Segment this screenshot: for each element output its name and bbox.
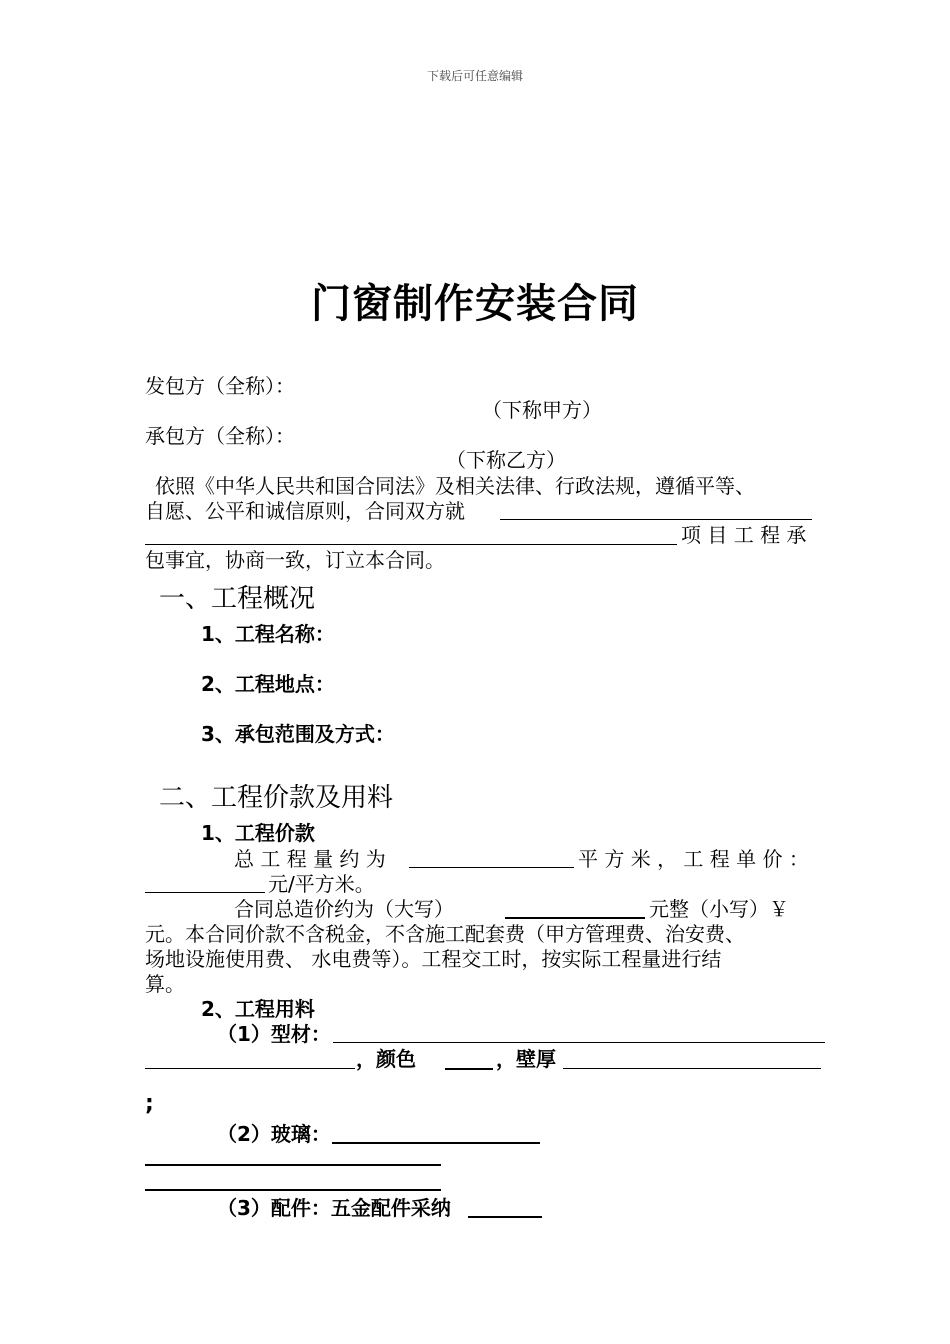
project-name-blank-2: [145, 544, 677, 545]
section-2-heading: 二、工程价款及用料: [159, 783, 394, 813]
project-name-label: 1、工程名称：: [201, 622, 335, 646]
glass-blank-3: [145, 1189, 441, 1191]
glass-blank-2: [145, 1164, 441, 1166]
fittings-blank: [468, 1216, 542, 1218]
contract-title: 门窗制作安装合同: [311, 281, 639, 327]
total-price-mid: 元整（小写）￥: [649, 897, 789, 921]
price-terms-line-4: 算。: [145, 972, 185, 996]
thickness-blank: [563, 1068, 821, 1069]
contractor-alias: （下称乙方）: [446, 448, 566, 472]
contract-scope-label: 3、承包范围及方式：: [201, 722, 395, 746]
total-area-text: 总 工 程 量 约 为: [234, 847, 386, 871]
unit-price-suffix: 元/平方米。: [268, 872, 375, 896]
contractor-label: 承包方（全称）：: [145, 424, 295, 448]
color-label: ，颜色: [356, 1047, 416, 1071]
preamble-line-4: 包事宜，协商一致，订立本合同。: [145, 548, 445, 572]
materials-subheading: 2、工程用料: [201, 997, 315, 1021]
fittings-label: （3）配件：五金配件采纳: [217, 1196, 451, 1220]
price-terms-line-2: 元。本合同价款不含税金，不含施工配套费（甲方管理费、治安费、: [145, 922, 745, 946]
thickness-label: ，壁厚: [496, 1047, 556, 1071]
glass-label: （2）玻璃：: [217, 1122, 331, 1146]
project-name-blank-1: [500, 519, 812, 520]
page-header-note: 下载后可任意编辑: [426, 69, 523, 83]
total-area-blank: [409, 867, 574, 868]
project-location-label: 2、工程地点：: [201, 672, 335, 696]
profile-semicolon: ;: [145, 1091, 154, 1116]
client-label: 发包方（全称）：: [145, 374, 295, 398]
price-subheading: 1、工程价款: [201, 821, 315, 845]
total-price-words-blank: [505, 917, 645, 919]
profile-blank-2: [145, 1068, 355, 1069]
price-terms-line-3: 场地设施使用费、 水电费等）。工程交工时，按实际工程量进行结: [145, 947, 722, 971]
glass-blank-1: [332, 1142, 540, 1144]
preamble-line-3-tail: 项 目 工 程 承: [681, 523, 807, 547]
total-price-label: 合同总造价约为（大写）: [234, 897, 454, 921]
section-1-heading: 一、工程概况: [159, 584, 316, 614]
preamble-line-1: 依照《中华人民共和国合同法》及相关法律、行政法规，遵循平等、: [155, 474, 755, 498]
profile-label: （1）型材：: [217, 1022, 331, 1046]
profile-blank-1: [333, 1042, 825, 1043]
unit-price-blank: [145, 892, 265, 893]
client-alias: （下称甲方）: [482, 398, 602, 422]
color-blank: [445, 1068, 493, 1070]
area-unit-text: 平 方 米 ， 工 程 单 价 ：: [578, 847, 809, 871]
preamble-line-2: 自愿、公平和诚信原则，合同双方就: [145, 499, 465, 523]
